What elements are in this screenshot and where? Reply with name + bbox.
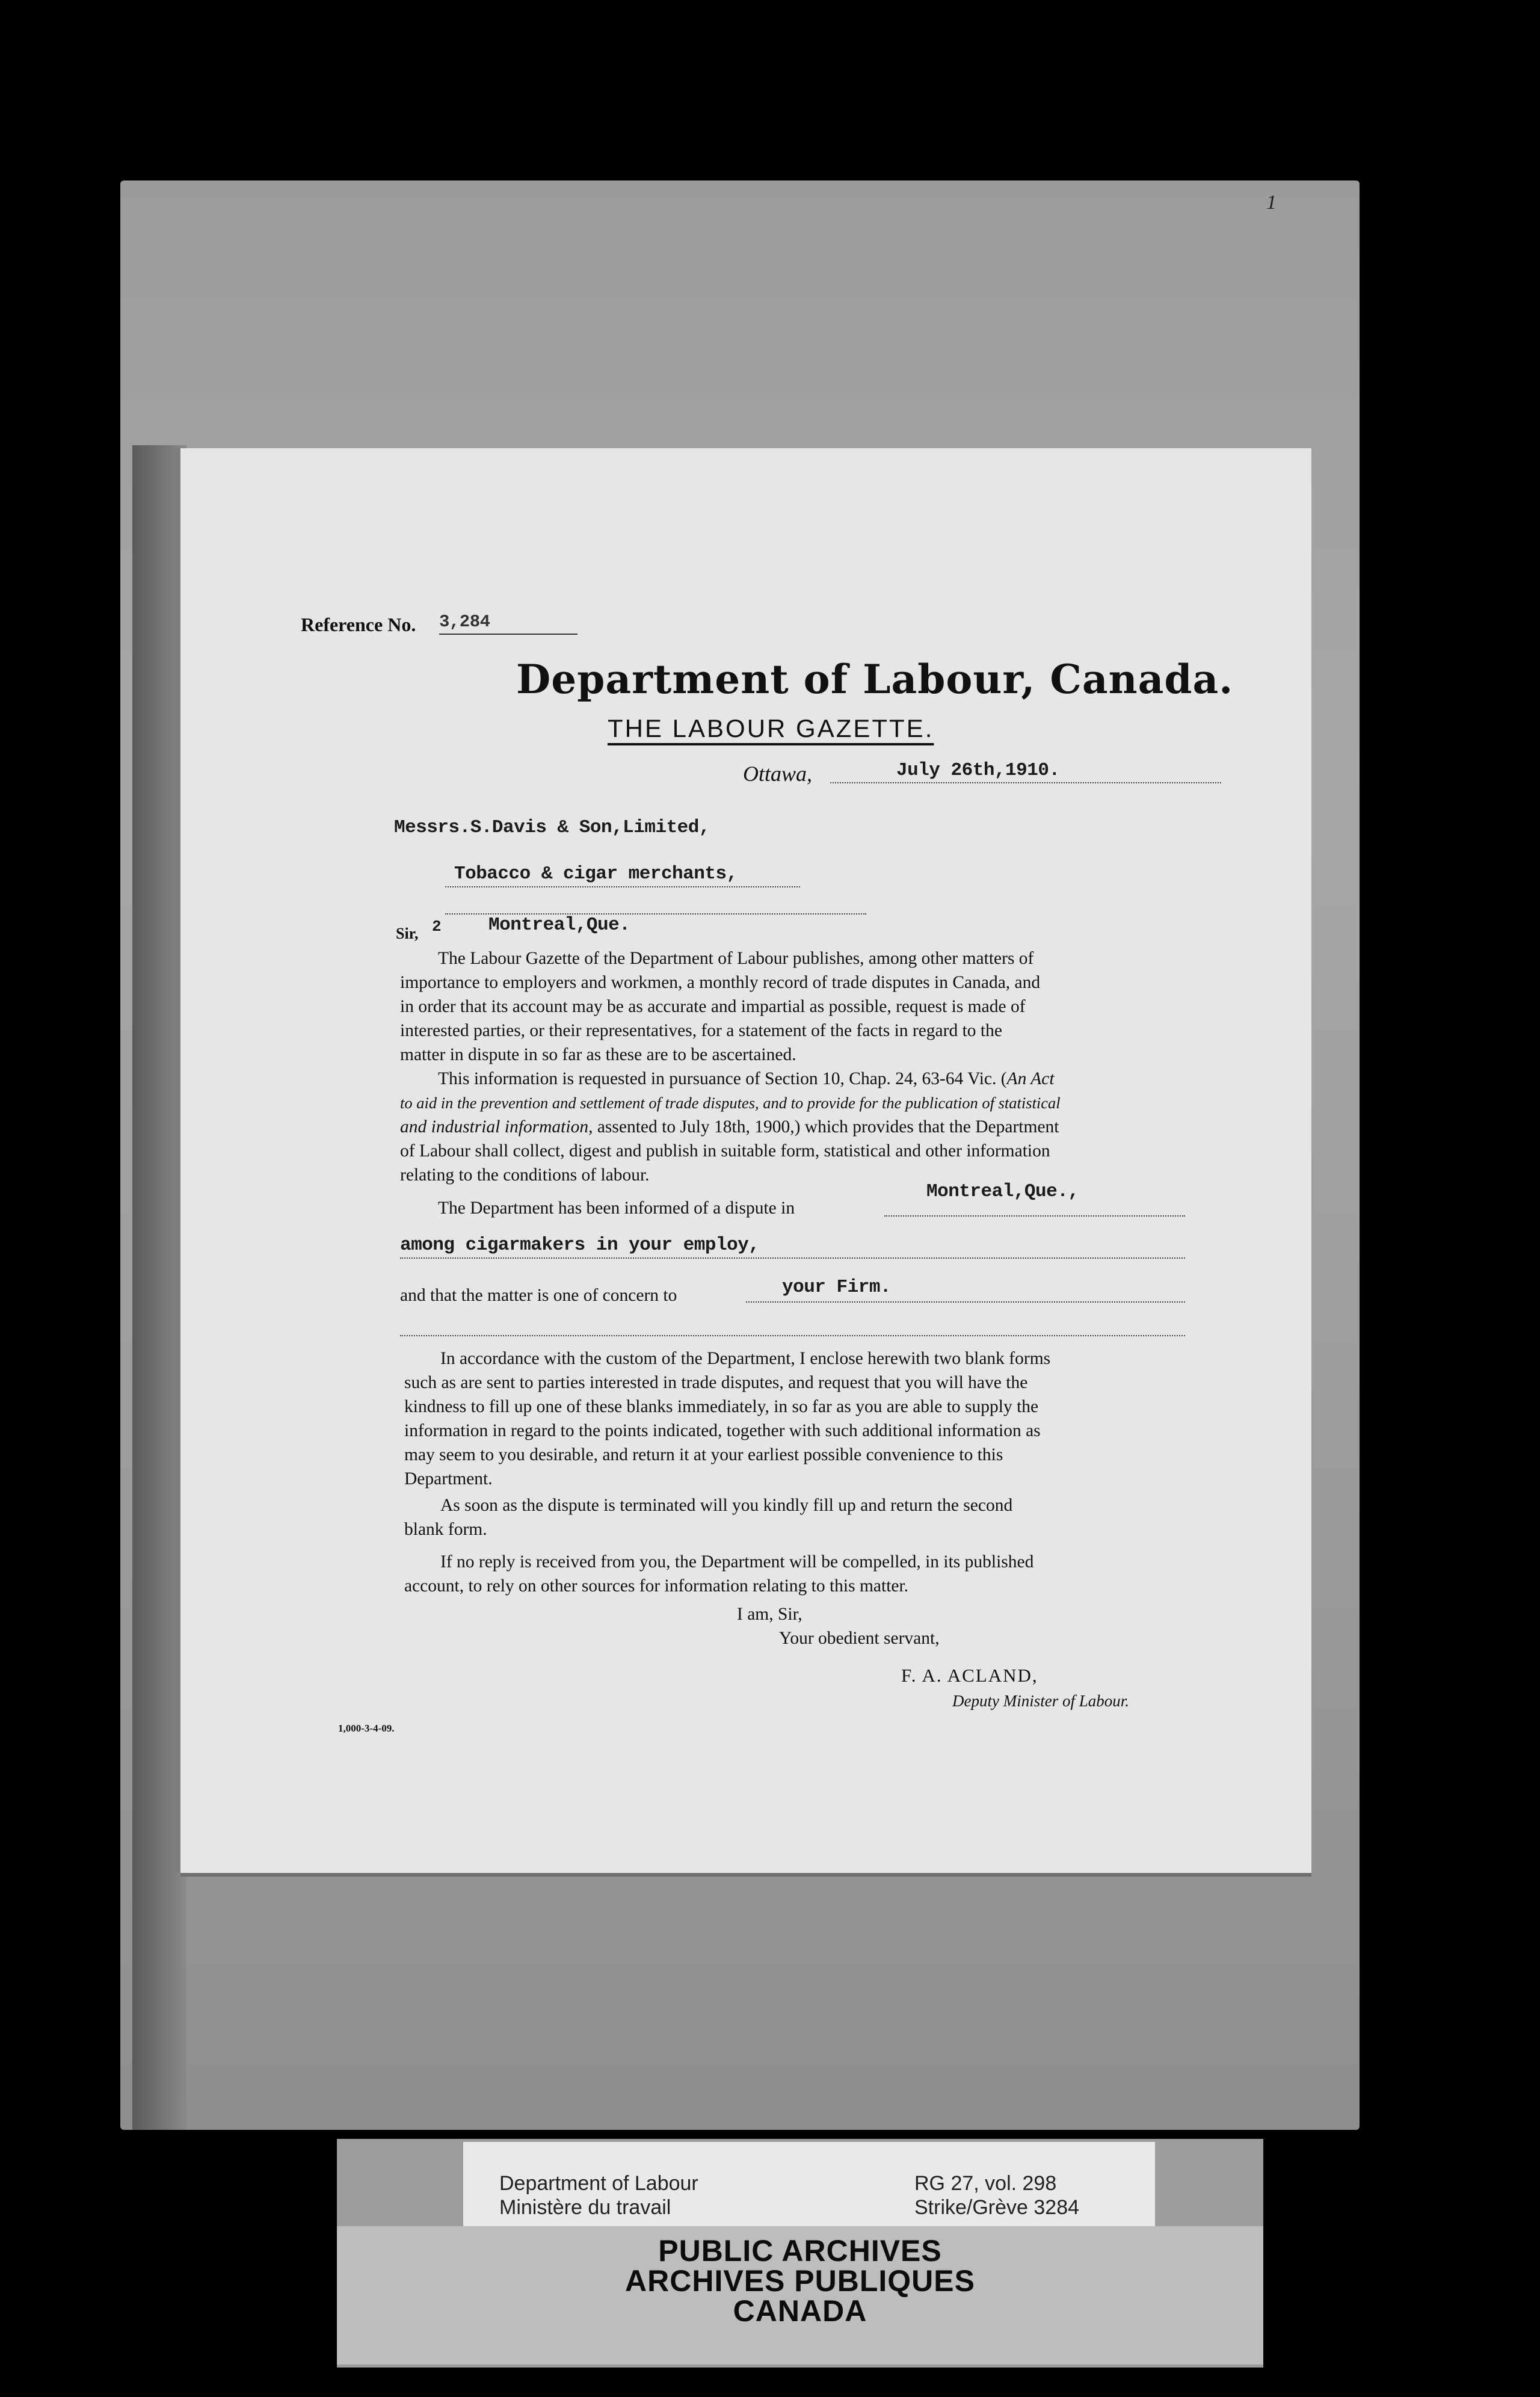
signer-name: F. A. ACLAND, xyxy=(901,1665,1038,1686)
archive-strike-number: Strike/Grève 3284 xyxy=(914,2196,1080,2219)
stamp-line-1: PUBLIC ARCHIVES xyxy=(658,2234,942,2268)
date-line xyxy=(830,782,1221,783)
page-subtitle: THE LABOUR GAZETTE. xyxy=(608,714,934,742)
para2-line-3a: and industrial information, xyxy=(400,1117,593,1137)
para2-line-3 xyxy=(400,1115,1059,1139)
para2-line-1a: This information is requested in pursuance of Section 10, Chap. 24, 63-64 Vic. ( xyxy=(438,1069,1007,1088)
para1-line-4: interested parties, or their representatives, for a statement of the facts in regard to the xyxy=(400,1021,1002,1040)
para2-line-4: of Labour shall collect, digest and publish in suitable form, statistical and other information xyxy=(400,1141,1050,1161)
letter-date: July 26th,1910. xyxy=(896,760,1060,781)
page-title: Department of Labour, Canada. xyxy=(516,656,1234,703)
extra-line xyxy=(400,1335,1185,1336)
para3-line-3: kindness to fill up one of these blanks immediately, in so far as you are able to supply the xyxy=(404,1397,1039,1416)
reference-value: 3,284 xyxy=(439,612,490,632)
closing-line-2: Your obedient servant, xyxy=(779,1629,940,1648)
concern-line xyxy=(746,1301,1185,1303)
addressee-line-2-rule xyxy=(445,886,800,887)
reference-line xyxy=(439,634,578,635)
dispute-among-line xyxy=(400,1257,1185,1259)
concern-label: and that the matter is one of concern to xyxy=(400,1286,677,1305)
para1-line-3: in order that its account may be as accurate and impartial as possible, request is made of xyxy=(400,997,1026,1016)
addressee-line-1: Messrs.S.Davis & Son,Limited, xyxy=(394,817,710,838)
closing-line-1: I am, Sir, xyxy=(737,1605,802,1624)
para3-line-6: Department. xyxy=(404,1469,493,1488)
addressee-line-2: Tobacco & cigar merchants, xyxy=(454,863,738,884)
para4-line-1: As soon as the dispute is terminated will you kindly fill up and return the second xyxy=(440,1496,1013,1515)
para2-line-1b: An Act xyxy=(1006,1069,1055,1088)
dispute-label: The Department has been informed of a dispute in xyxy=(438,1198,795,1218)
letter-sheet xyxy=(180,448,1311,1873)
para3-line-1: In accordance with the custom of the Department, I enclose herewith two blank forms xyxy=(440,1349,1051,1368)
stamp-line-2: ARCHIVES PUBLIQUES xyxy=(625,2264,975,2298)
form-code: 1,000-3-4-09. xyxy=(338,1723,395,1734)
salutation-mark: 2 xyxy=(432,918,442,936)
archives-stamp xyxy=(337,2226,1263,2365)
para3-line-2: such as are sent to parties interested in trade disputes, and request that you will have the xyxy=(404,1373,1028,1392)
dispute-among: among cigarmakers in your employ, xyxy=(400,1235,760,1256)
para2-line-5: relating to the conditions of labour. xyxy=(400,1165,650,1185)
concern-value: your Firm. xyxy=(782,1277,892,1298)
para1-line-5: matter in dispute in so far as these are to be ascertained. xyxy=(400,1045,796,1064)
stamp-line-3: CANADA xyxy=(733,2294,867,2328)
signer-title: Deputy Minister of Labour. xyxy=(952,1692,1129,1710)
salutation: Sir, xyxy=(396,925,419,942)
para1-line-2: importance to employers and workmen, a monthly record of trade disputes in Canada, and xyxy=(400,973,1041,992)
archive-dept-fr: Ministère du travail xyxy=(499,2196,671,2219)
page-number-mark: 1 xyxy=(1266,191,1277,214)
dispute-place: Montreal,Que., xyxy=(926,1181,1079,1202)
folder-shadow xyxy=(132,445,186,2130)
para3-line-5: may seem to you desirable, and return it at your earliest possible convenience to this xyxy=(404,1445,1003,1464)
para5-line-1: If no reply is received from you, the Department will be compelled, in its published xyxy=(440,1552,1034,1572)
reference-label: Reference No. xyxy=(301,614,416,635)
para1-line-1: The Labour Gazette of the Department of Labour publishes, among other matters of xyxy=(438,949,1034,968)
archive-rg-number: RG 27, vol. 298 xyxy=(914,2172,1057,2195)
archive-dept-en: Department of Labour xyxy=(499,2172,698,2195)
para2-line-2: to aid in the prevention and settlement of trade disputes, and to provide for the publication of statistical xyxy=(400,1094,1061,1112)
para4-line-2: blank form. xyxy=(404,1520,487,1539)
para5-line-2: account, to rely on other sources for information relating to this matter. xyxy=(404,1576,909,1596)
dispute-place-line xyxy=(884,1215,1185,1217)
para2-line-1 xyxy=(438,1067,1055,1091)
para2-line-3b: assented to July 18th, 1900,) which provides that the Department xyxy=(593,1117,1059,1137)
addressee-line-3: Montreal,Que. xyxy=(488,915,630,936)
para3-line-4: information in regard to the points indicated, together with such additional information as xyxy=(404,1421,1041,1440)
place-label: Ottawa, xyxy=(743,762,813,786)
